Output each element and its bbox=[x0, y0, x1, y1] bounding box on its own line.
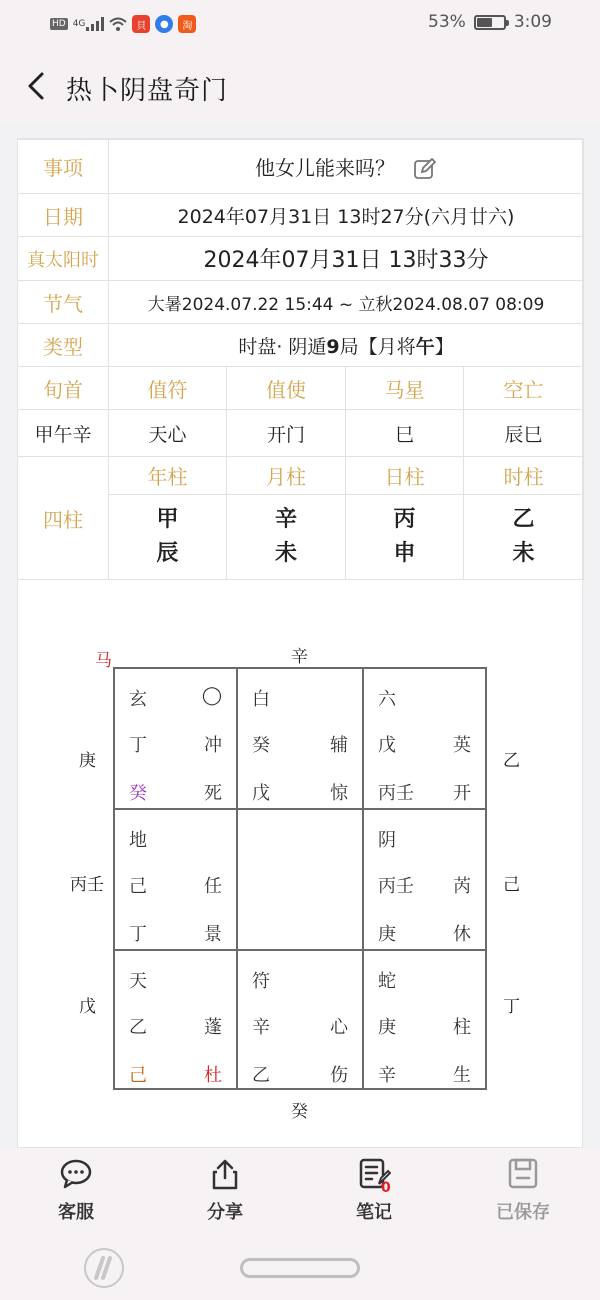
shizhu-zhi: 未 bbox=[512, 541, 535, 566]
outer-right-2: 己 bbox=[503, 875, 520, 895]
notes-tab[interactable] bbox=[329, 1158, 419, 1224]
yuezhu-gan: 辛 bbox=[274, 507, 297, 532]
share-label: 分享 bbox=[207, 1202, 243, 1223]
kefu-tab[interactable] bbox=[31, 1158, 121, 1224]
status-bar bbox=[0, 0, 600, 48]
palace-star: 辅 bbox=[330, 735, 348, 756]
kefu-label: 客服 bbox=[58, 1202, 94, 1223]
palace-star: 蓬 bbox=[204, 1017, 222, 1038]
outer-right-3: 丁 bbox=[503, 997, 520, 1017]
battery-fill bbox=[477, 18, 492, 27]
palace-cell bbox=[364, 951, 485, 1091]
leixing-label: 类型 bbox=[18, 324, 109, 367]
palace-god: 符 bbox=[252, 971, 270, 992]
rizhu-pillar bbox=[346, 495, 464, 580]
app-red-icon: 貝 bbox=[132, 15, 150, 33]
shizhu-pillar bbox=[464, 495, 584, 580]
palace-star: 柱 bbox=[453, 1017, 471, 1038]
palace-star: 冲 bbox=[204, 735, 222, 756]
palace-tian-gan: 癸 bbox=[252, 735, 270, 756]
leixing-ju-number: 9 bbox=[326, 335, 340, 358]
shixiang-value: 他女儿能来吗？ bbox=[255, 155, 395, 180]
palace-door: 死 bbox=[204, 783, 222, 804]
shizhu-gan: 乙 bbox=[512, 507, 535, 532]
palace-door: 生 bbox=[453, 1065, 471, 1086]
back-arrow-icon[interactable] bbox=[22, 70, 52, 102]
yuezhu-header: 月柱 bbox=[227, 457, 346, 495]
palace-di-gan: 丁 bbox=[129, 924, 147, 945]
palace-god: 天 bbox=[129, 971, 147, 992]
palace-di-gan: 戊 bbox=[252, 783, 270, 804]
palace-god: 白 bbox=[252, 689, 270, 710]
zhifu-header: 值符 bbox=[109, 367, 227, 410]
palace-god: 玄 bbox=[129, 689, 147, 710]
palace-di-gan: 癸 bbox=[129, 783, 147, 804]
zhishi-header: 值使 bbox=[227, 367, 346, 410]
riqi-value: 2024年07月31日 13时27分(六月廿六) bbox=[109, 194, 584, 237]
maxing-header: 马星 bbox=[346, 367, 464, 410]
app-blue-icon: ● bbox=[155, 15, 173, 33]
palace-door: 开 bbox=[453, 783, 471, 804]
taobao-icon: 淘 bbox=[178, 15, 196, 33]
rizhu-zhi: 申 bbox=[393, 541, 416, 566]
system-nav-bar bbox=[0, 1232, 600, 1300]
palace-tian-gan: 丙壬 bbox=[378, 876, 414, 897]
wifi-icon bbox=[109, 17, 127, 31]
outer-top: 辛 bbox=[291, 647, 308, 667]
palace-cell bbox=[115, 951, 236, 1091]
palace-door: 惊 bbox=[330, 783, 348, 804]
nav-bar bbox=[0, 48, 600, 124]
palace-tian-gan: 庚 bbox=[378, 1017, 396, 1038]
palace-cell bbox=[238, 951, 362, 1091]
rizhu-gan: 丙 bbox=[393, 507, 416, 532]
app-logo-icon[interactable] bbox=[84, 1248, 124, 1288]
palace-tian-gan: 己 bbox=[129, 876, 147, 897]
palace-god: 蛇 bbox=[378, 971, 396, 992]
nine-palace-grid bbox=[113, 667, 487, 1090]
shixiang-label: 事项 bbox=[18, 140, 109, 194]
palace-cell bbox=[364, 669, 485, 809]
battery-percent: 53% bbox=[428, 12, 466, 32]
clock: 3:09 bbox=[513, 12, 552, 32]
kongwang-header: 空亡 bbox=[464, 367, 584, 410]
saved-label: 已保存 bbox=[496, 1202, 550, 1223]
palace-god: 阴 bbox=[378, 830, 396, 851]
shixiang-cell bbox=[109, 140, 584, 194]
zhifu-value: 天心 bbox=[109, 410, 227, 457]
notes-badge: 0 bbox=[381, 1180, 391, 1196]
status-right bbox=[428, 12, 552, 32]
palace-tian-gan: 乙 bbox=[129, 1017, 147, 1038]
battery-icon bbox=[474, 15, 506, 30]
logo-glyph-icon bbox=[86, 1250, 122, 1286]
save-icon bbox=[506, 1158, 540, 1190]
palace-di-gan: 辛 bbox=[378, 1065, 396, 1086]
maxing-value: 巳 bbox=[346, 410, 464, 457]
palace-cell bbox=[238, 669, 362, 809]
palace-star: 芮 bbox=[453, 876, 471, 897]
palace-di-gan: 乙 bbox=[252, 1065, 270, 1086]
page-title: 热卜阴盘奇门 bbox=[66, 76, 229, 106]
home-indicator[interactable] bbox=[240, 1258, 360, 1278]
kongwang-value: 辰巳 bbox=[464, 410, 584, 457]
xun-value: 甲午辛 bbox=[18, 410, 109, 457]
notes-label: 笔记 bbox=[356, 1202, 392, 1223]
palace-star: 英 bbox=[453, 735, 471, 756]
saved-tab[interactable] bbox=[478, 1158, 568, 1224]
palace-cell bbox=[115, 669, 236, 809]
palace-tian-gan: 戊 bbox=[378, 735, 396, 756]
palace-tian-gan: 辛 bbox=[252, 1017, 270, 1038]
nianzhu-gan: 甲 bbox=[156, 507, 179, 532]
outer-bottom: 癸 bbox=[291, 1102, 308, 1122]
palace-star: 心 bbox=[330, 1017, 348, 1038]
info-table bbox=[17, 139, 584, 580]
outer-left-1: 庚 bbox=[79, 751, 96, 771]
leixing-part-a: 时盘· 阴遁 bbox=[238, 335, 327, 358]
network-label: 4G bbox=[72, 19, 86, 29]
edit-icon[interactable] bbox=[413, 157, 437, 181]
yuezhu-pillar bbox=[227, 495, 346, 580]
palace-di-gan: 丙壬 bbox=[378, 783, 414, 804]
sizhu-label: 四柱 bbox=[18, 457, 109, 580]
leixing-yuejiang: 午 bbox=[415, 335, 435, 358]
bottom-tab-bar bbox=[0, 1148, 600, 1232]
palace-god: 六 bbox=[378, 689, 396, 710]
signal-icon bbox=[86, 17, 104, 31]
nianzhu-pillar bbox=[109, 495, 227, 580]
jieqi-label: 节气 bbox=[18, 281, 109, 324]
share-icon bbox=[208, 1158, 242, 1190]
palace-star: 任 bbox=[204, 876, 222, 897]
zhishi-value: 开门 bbox=[227, 410, 346, 457]
palace-di-gan: 庚 bbox=[378, 924, 396, 945]
palace-mark: ◯ bbox=[201, 685, 222, 706]
leixing-value bbox=[109, 324, 584, 367]
nianzhu-zhi: 辰 bbox=[156, 541, 179, 566]
leixing-part-e: 】 bbox=[434, 335, 454, 358]
hd-icon: HD bbox=[52, 19, 66, 29]
yuezhu-zhi: 未 bbox=[274, 541, 297, 566]
palace-di-gan: 己 bbox=[129, 1065, 147, 1086]
outer-left-2: 丙壬 bbox=[70, 875, 104, 895]
palace-cell bbox=[364, 810, 485, 950]
customer-service-icon bbox=[59, 1158, 93, 1190]
palace-cell bbox=[115, 810, 236, 950]
palace-tian-gan: 丁 bbox=[129, 735, 147, 756]
zhentaiyang-value: 2024年07月31日 13时33分 bbox=[109, 237, 584, 281]
palace-god: 地 bbox=[129, 830, 147, 851]
riqi-label: 日期 bbox=[18, 194, 109, 237]
status-left bbox=[50, 14, 196, 34]
shizhu-header: 时柱 bbox=[464, 457, 584, 495]
rizhu-header: 日柱 bbox=[346, 457, 464, 495]
horse-star-mark: 马 bbox=[95, 651, 112, 671]
jieqi-value: 大暑2024.07.22 15:44 ~ 立秋2024.08.07 08:09 bbox=[109, 281, 584, 324]
zhentaiyang-label: 真太阳时 bbox=[18, 237, 109, 281]
outer-right-1: 乙 bbox=[503, 751, 520, 771]
palace-door: 杜 bbox=[204, 1065, 222, 1086]
palace-door: 景 bbox=[204, 924, 222, 945]
xun-header: 旬首 bbox=[18, 367, 109, 410]
palace-door: 伤 bbox=[330, 1065, 348, 1086]
palace-cell bbox=[238, 810, 362, 950]
outer-left-3: 戊 bbox=[79, 997, 96, 1017]
leixing-part-c: 局【月将 bbox=[339, 335, 416, 358]
nianzhu-header: 年柱 bbox=[109, 457, 227, 495]
share-tab[interactable] bbox=[180, 1158, 270, 1224]
palace-door: 休 bbox=[453, 924, 471, 945]
